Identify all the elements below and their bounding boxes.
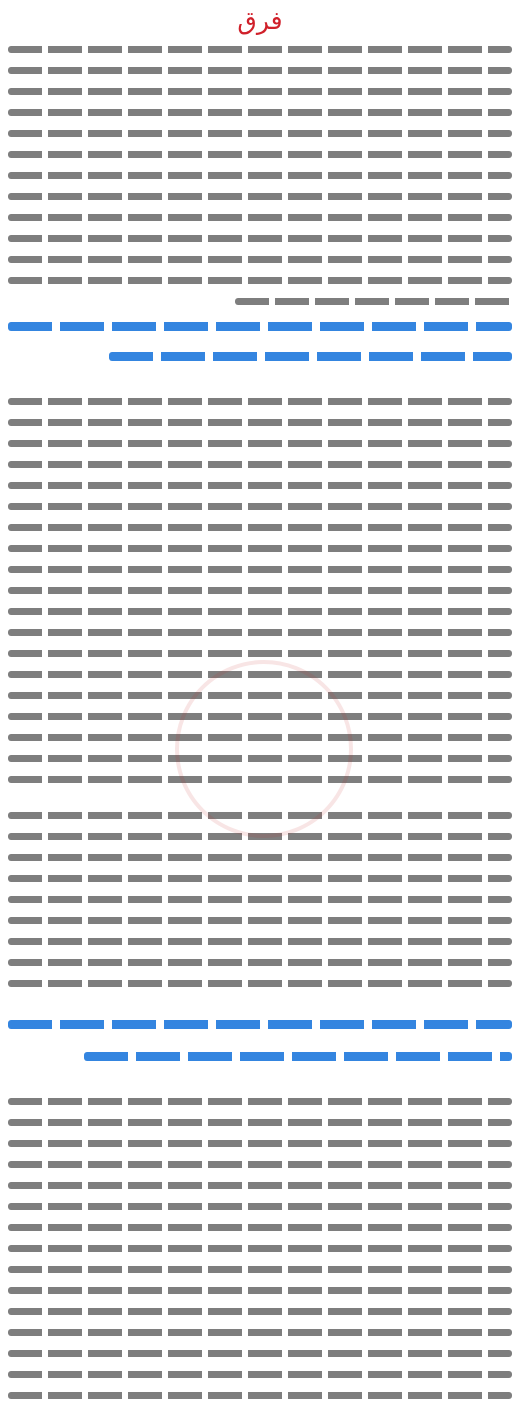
text-line: [8, 1287, 512, 1294]
text-line: [8, 1245, 512, 1252]
highlight-line: [8, 322, 512, 331]
text-line: [8, 587, 512, 594]
text-line: [8, 1266, 512, 1273]
highlight-line: [109, 352, 512, 361]
text-line: [8, 650, 512, 657]
text-line: [8, 938, 512, 945]
text-line: [8, 1161, 512, 1168]
text-line: [8, 440, 512, 447]
text-line: [8, 1098, 512, 1105]
text-line: [8, 566, 512, 573]
text-line: [8, 608, 512, 615]
text-line: [8, 1203, 512, 1210]
text-line: [8, 172, 512, 179]
text-line: [8, 1350, 512, 1357]
text-line: [8, 545, 512, 552]
text-line: [8, 1371, 512, 1378]
text-line: [8, 256, 512, 263]
text-line: [8, 629, 512, 636]
text-line: [8, 419, 512, 426]
text-line: [8, 1140, 512, 1147]
text-line: [8, 524, 512, 531]
watermark: [175, 660, 353, 838]
text-line: [8, 67, 512, 74]
text-line: [8, 896, 512, 903]
text-line: [8, 461, 512, 468]
text-line: [8, 109, 512, 116]
text-line: [8, 1224, 512, 1231]
text-line: [8, 875, 512, 882]
text-line: [8, 1329, 512, 1336]
text-line: [8, 917, 512, 924]
article-title: فرق: [237, 6, 283, 35]
text-line: [8, 503, 512, 510]
text-line: [8, 854, 512, 861]
highlight-line: [8, 1020, 512, 1029]
text-line: [8, 277, 512, 284]
text-line: [8, 1392, 512, 1399]
text-line: [8, 130, 512, 137]
text-line: [8, 1182, 512, 1189]
text-line: [235, 298, 512, 305]
text-line: [8, 193, 512, 200]
text-line: [8, 980, 512, 987]
text-line: [8, 959, 512, 966]
text-line: [8, 235, 512, 242]
text-line: [8, 88, 512, 95]
highlight-line: [84, 1052, 512, 1061]
text-line: [8, 151, 512, 158]
text-line: [8, 482, 512, 489]
text-line: [8, 1119, 512, 1126]
text-line: [8, 46, 512, 53]
text-line: [8, 1308, 512, 1315]
text-line: [8, 214, 512, 221]
text-line: [8, 398, 512, 405]
